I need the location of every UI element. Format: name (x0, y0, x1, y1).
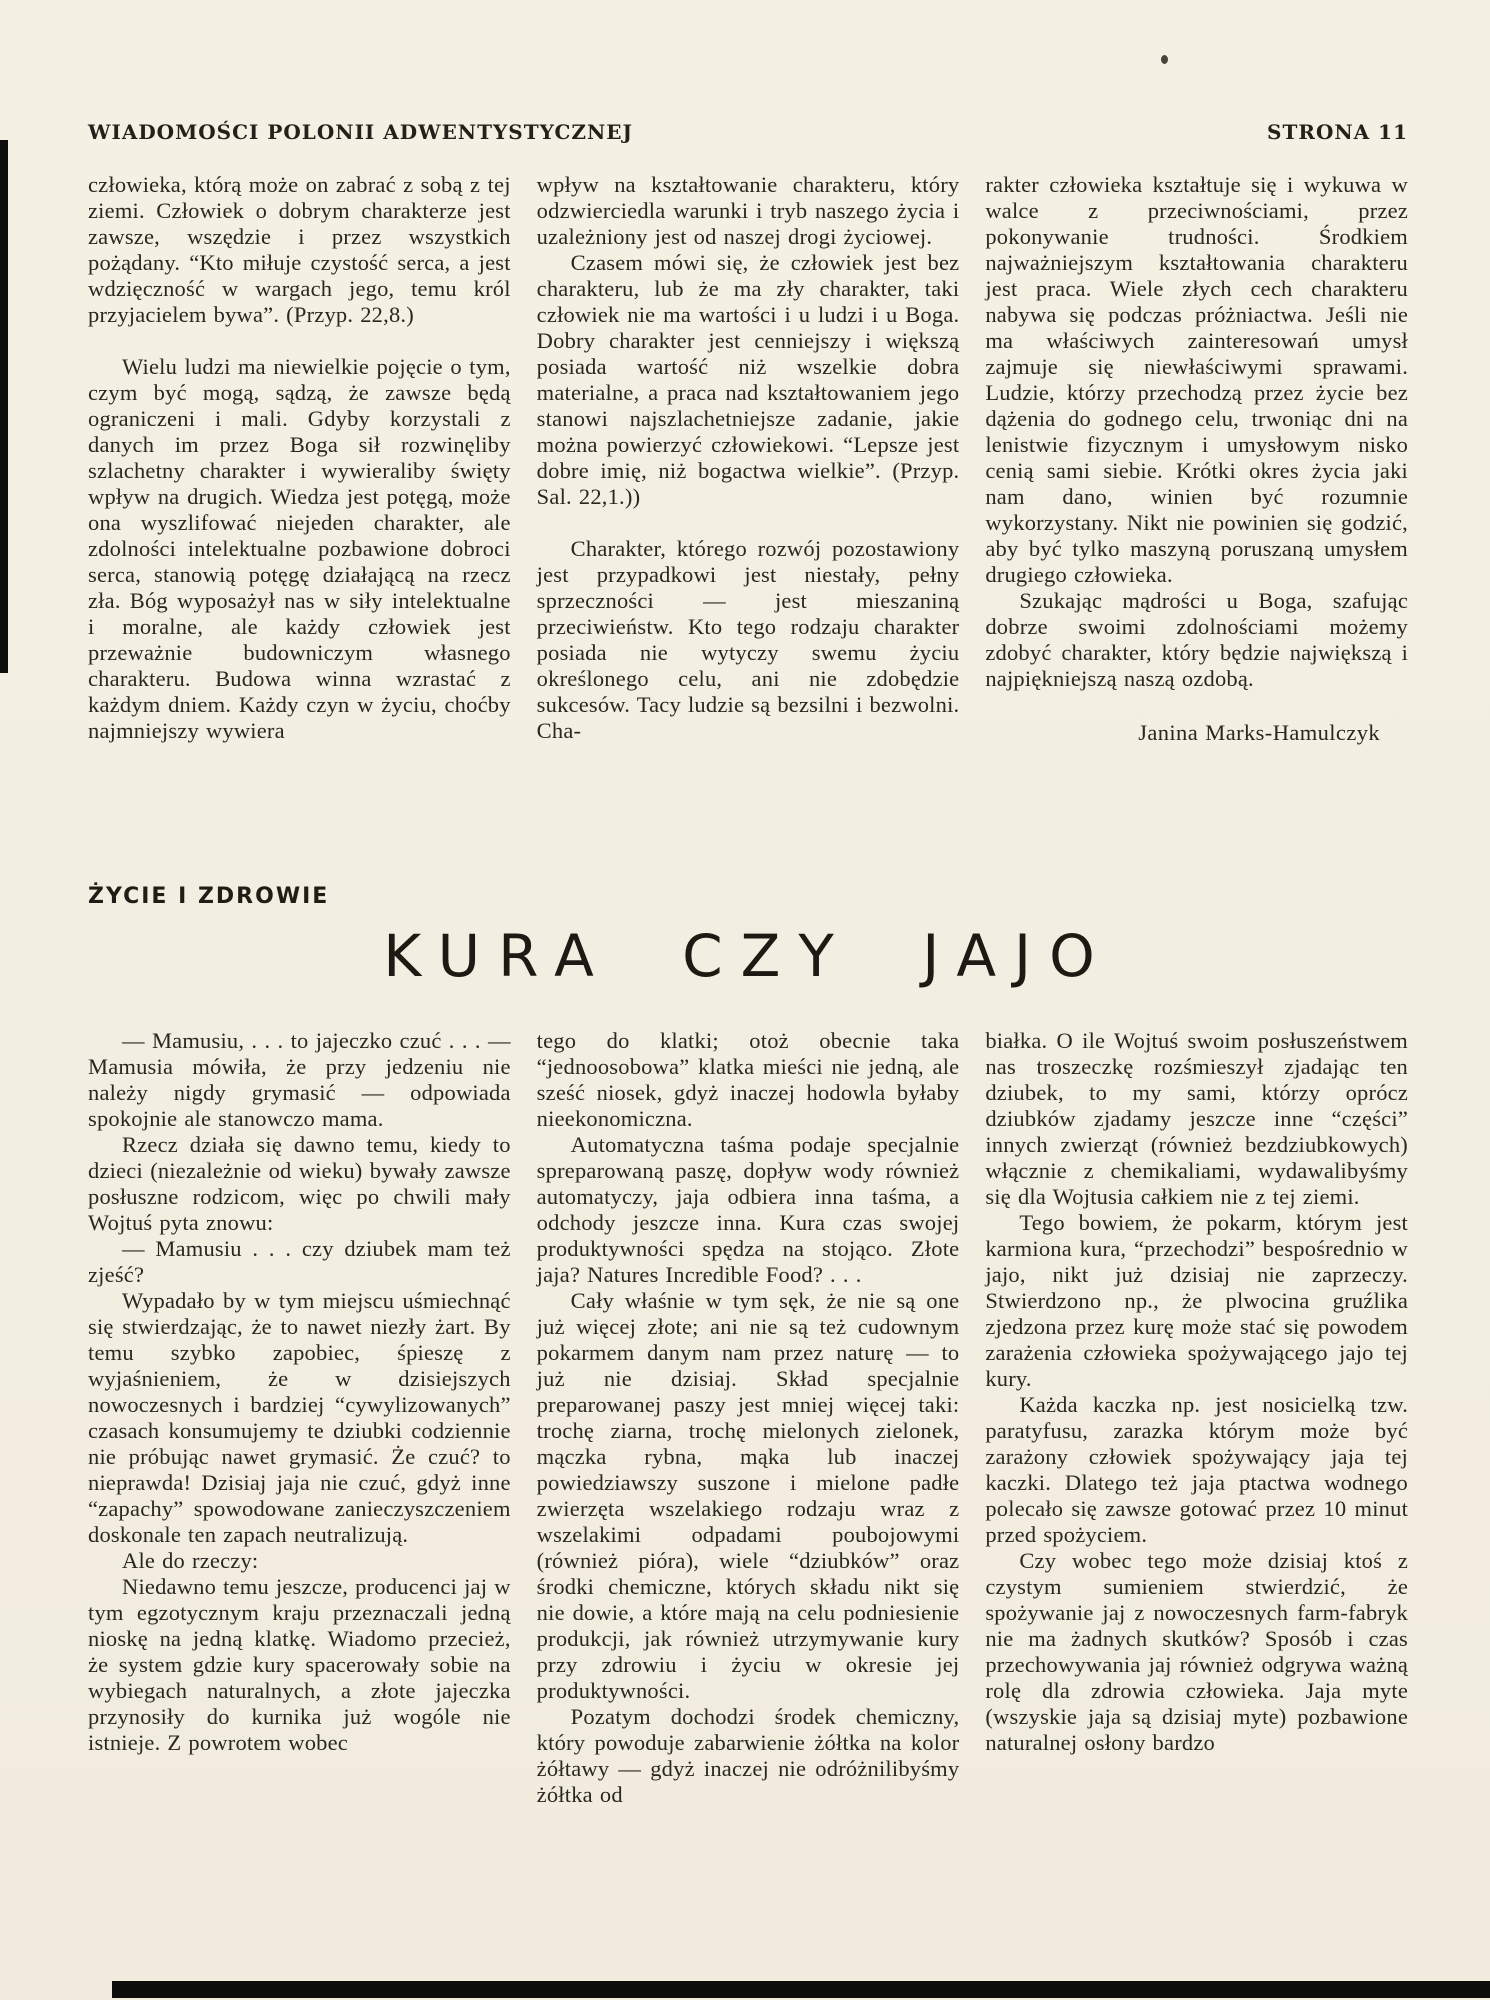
paragraph: Rzecz działa się dawno temu, kiedy to dzieci (niezależnie od wieku) bywały zawsze posłuszne rodzicom, więc po chwili mały Wojtuś pyta znowu: (88, 1132, 511, 1235)
scan-artifact-left-bar (0, 140, 8, 673)
paragraph: wpływ na kształtowanie charakteru, który odzwierciedla warunki i tryb naszego życia i uzależniony jest od naszej drogi życiowej. (536, 172, 960, 249)
article-character-column-3 (985, 172, 1408, 746)
paragraph: Wypadało by w tym miejscu uśmiechnąć się stwierdzając, że to nawet niezły żart. By temu szybko zapobiec, śpieszę z wyjaśnieniem, że w dzisiejszych nowoczesnych i bardziej “cywylizowanych” czasach konsumujemy te dziubki codziennie nie próbując nawet grymasić. Że czuć? to nieprawda! Dzisiaj jaja nie czuć, gdyż inne “zapachy” spowodowane zanieczyszczeniem doskonale ten zapach neutralizują. (88, 1288, 511, 1547)
paragraph: Tego bowiem, że pokarm, którym jest karmiona kura, “przechodzi” bespośrednio w jajo, nikt już dzisiaj nie zaprzeczy. Stwierdzono np., że plwocina gruźlika zjedzona przez kurę może stać się powodem zarażenia człowieka spożywającego jajo tej kury. (985, 1210, 1409, 1391)
author-signature: Janina Marks-Hamulczyk (1138, 720, 1381, 745)
article-title: KURA CZY JAJO (383, 922, 1113, 990)
paragraph: Ale do rzeczy: (122, 1548, 259, 1573)
paragraph: białka. O ile Wojtuś swoim posłuszeństwem nas troszeczkę rozśmieszył zjadając ten dziubek, to my sami, którzy oprócz dziubków zjadamy jeszcze inne “części” innych zwierząt (również bezdziubkowych) włącznie z chemikaliami, wydawalibyśmy się dla Wojtusia całkiem nie z tej ziemi. (985, 1028, 1409, 1209)
article-eggs (88, 1028, 1408, 1808)
paragraph: Niedawno temu jeszcze, producenci jaj w tym egzotycznym kraju przeznaczali jedną nioskę na jedną klatkę. Wiadomo przecież, że system gdzie kury spacerowały sobie na wybiegach naturalnych, a złote jajeczka przynosiły do kurnika już wogóle nie istnieje. Z powrotem wobec (88, 1574, 511, 1755)
article-character-column-3-text (985, 172, 1408, 692)
paragraph: tego do klatki; otoż obecnie taka “jednoosobowa” klatka mieści nie jedną, ale sześć niosek, gdyż inaczej hodowla byłaby nieekonomiczna. (536, 1028, 960, 1131)
scan-speck (1161, 55, 1168, 64)
article-eggs-column-3 (985, 1028, 1408, 1808)
paragraph: Cały właśnie w tym sęk, że nie są one już więcej złote; ani nie są też cudownym pokarmem danym nam przez naturę — to już nie dzisiaj. Skład specjalnie preparowanej paszy jest mniej więcej taki: trochę ziarna, trochę mielonych zielonek, mączka rybna, mąka lub inaczej powiedziawszy suszone i mielone padłe zwierzęta wszelakiego rodzaju wraz z wszelakimi odpadami poubojowymi (również pióra), wiele “dziubków” oraz środki chemiczne, których składu nikt się nie dowie, a które mają na celu podniesienie produkcji, jak również utrzymywanie kury przy zdrowiu i życiu w okresie jej produktywności. (536, 1288, 960, 1703)
paragraph: Czy wobec tego może dzisiaj ktoś z czystym sumieniem stwierdzić, że spożywanie jaj z nowoczesnych farm-fabryk nie ma żadnych skutków? Sposób i czas przechowywania jaj również odgrywa ważną rolę dla zdrowia człowieka. Jaja myte (wszyskie jaja są dzisiaj myte) pozbawione naturalnej osłony bardzo (985, 1548, 1409, 1755)
paragraph: rakter człowieka kształtuje się i wykuwa w walce z przeciwnościami, przez pokonywanie trudności. Środkiem najważniejszym kształtowania charakteru jest praca. Wiele złych cech charakteru nabywa się podczas próżniactwa. Jeśli nie ma właściwych zainteresowań umysł zajmuje się niewłaściwymi sprawami. Ludzie, którzy przechodzą przez życie bez dążenia do godnego celu, trwoniąc dni na lenistwie fizycznym i umysłowym nisko cenią sami siebie. Krótki okres życia jaki nam dano, winien być rozumnie wykorzystany. Nikt nie powinien się godzić, aby być tylko maszyną poruszaną umysłem drugiego człowieka. (985, 172, 1409, 587)
paragraph: Każda kaczka np. jest nosicielką tzw. paratyfusu, zarazka którym może być zarażony człowiek spożywający jaja tej kaczki. Dlatego też jaja ptactwa wodnego polecało się zawsze gotować przez 10 minut przed spożyciem. (985, 1392, 1409, 1547)
paragraph: — Mamusiu . . . czy dziubek mam też zjeść? (88, 1236, 511, 1287)
article-eggs-column-1 (88, 1028, 511, 1808)
paragraph: człowieka, którą może on zabrać z sobą z tej ziemi. Człowiek o dobrym charakterze jest zawsze, wszędzie i przez wszystkich pożądany. “Kto miłuje czystość serca, a jest wdzięczność w wargach jego, temu król przyjacielem bywa”. (Przyp. 22,8.) (88, 172, 511, 327)
article-character (88, 172, 1408, 746)
paragraph: — Mamusiu, . . . to jajeczko czuć . . . — Mamusia mówiła, że przy jedzeniu nie należy nigdy grymasić — odpowiada spokojnie ale stanowczo mama. (88, 1028, 511, 1131)
masthead (88, 120, 1408, 144)
section-label: ŻYCIE I ZDROWIE (88, 884, 330, 909)
article-character-column-1 (88, 172, 511, 746)
scan-artifact-bottom-bar (112, 1981, 1490, 1998)
article-eggs-column-2 (537, 1028, 960, 1808)
publication-title: WIADOMOŚCI POLONII ADWENTYSTYCZNEJ (88, 120, 634, 144)
article-character-column-2 (537, 172, 960, 746)
paragraph: Pozatym dochodzi środek chemiczny, który powoduje zabarwienie żółtka na kolor żółtawy — gdyż inaczej nie odróżnilibyśmy żółtka od (536, 1704, 960, 1807)
page-number: STRONA 11 (1267, 120, 1408, 144)
paragraph: Wielu ludzi ma niewielkie pojęcie o tym, czym być mogą, sądzą, że zawsze będą ograniczeni i mali. Gdyby korzystali z danych im przez Boga sił rozwinęliby szlachetny charakter i wywieraliby święty wpływ na drugich. Wiedza jest potęgą, może ona wyszlifować niejeden charakter, ale zdolności intelektualne pozbawione dobroci serca, stanowią potęgę działającą na rzecz zła. Bóg wyposażył nas w siły intelektualne i moralne, ale każdy człowiek jest przeważnie budowniczym własnego charakteru. Budowa winna wzrastać z każdym dniem. Każdy czyn w życiu, choćby najmniejszy wywiera (88, 354, 511, 743)
paragraph: Czasem mówi się, że człowiek jest bez charakteru, lub że ma zły charakter, taki człowiek nie ma wartości i u ludzi i u Boga. Dobry charakter jest cenniejszy i większą posiada wartość niż wszelkie dobra materialne, a praca nad kształtowaniem jego stanowi najszlachetniejsze zadanie, jakie można powierzyć człowiekowi. “Lepsze jest dobre imię, niż bogactwa wielkie”. (Przyp. Sal. 22,1.)) (536, 250, 960, 509)
paragraph: Szukając mądrości u Boga, szafując dobrze swoimi zdolnościami możemy zdobyć charakter, który będzie największą i najpiękniejszą naszą ozdobą. (985, 588, 1409, 691)
paragraph: Charakter, którego rozwój pozostawiony jest przypadkowi jest niestały, pełny sprzeczności — jest mieszaniną przeciwieństw. Kto tego rodzaju charakter posiada nie wytyczy swemu życiu określonego celu, ani nie zdobędzie sukcesów. Tacy ludzie są bezsilni i bezwolni. Cha- (536, 536, 960, 743)
paragraph: Automatyczna taśma podaje specjalnie spreparowaną paszę, dopływ wody również automatyczy, jaja odbiera inna taśma, a odchody jeszcze inna. Kura czas swojej produktywności spędza na stojąco. Złote jaja? Natures Incredible Food? . . . (536, 1132, 960, 1287)
